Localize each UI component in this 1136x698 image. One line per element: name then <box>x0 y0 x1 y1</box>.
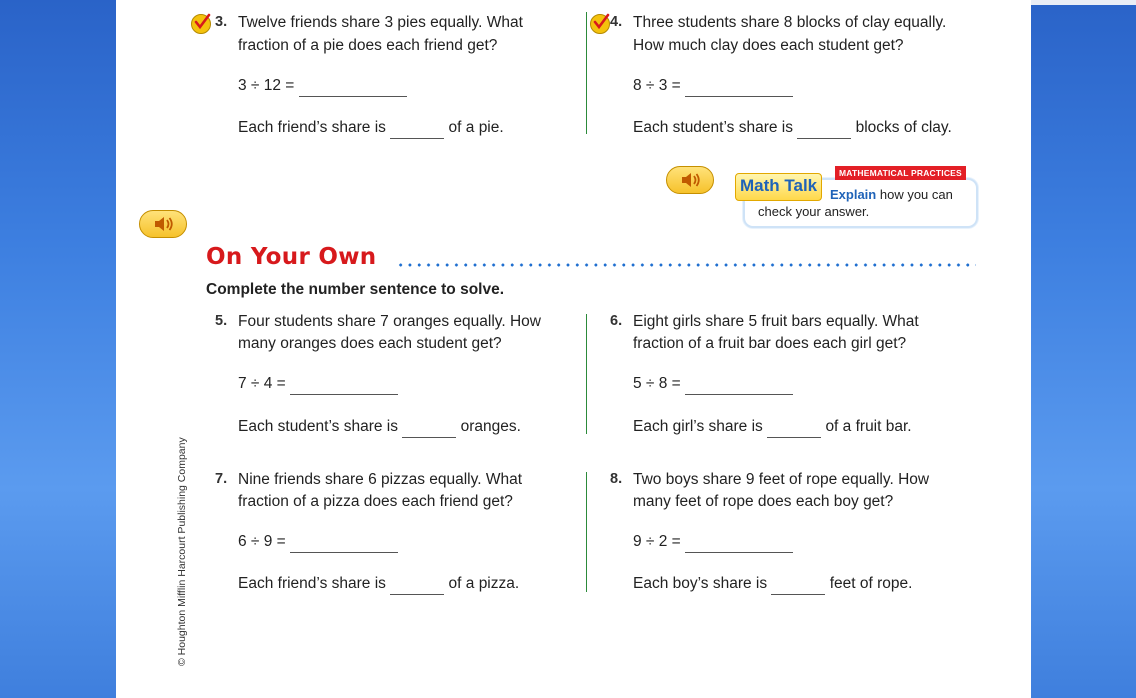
share-pre: Each girl’s share is <box>633 418 763 435</box>
problem-text-line2: many oranges does each student get? <box>238 335 502 352</box>
answer-blank[interactable] <box>685 80 793 97</box>
page-top-edge <box>1031 0 1136 5</box>
problem-number: 4. <box>610 14 623 30</box>
share-blank[interactable] <box>771 578 825 595</box>
equation <box>633 75 793 97</box>
answer-blank[interactable] <box>685 378 793 395</box>
share-pre: Each friend’s share is <box>238 119 386 136</box>
answer-blank[interactable] <box>299 80 407 97</box>
equation <box>238 75 407 97</box>
column-divider <box>586 12 587 134</box>
audio-button[interactable] <box>139 210 187 238</box>
problem-text-line1: Two boys share 9 feet of rope equally. How <box>633 471 930 488</box>
heading-dotted-rule <box>396 263 976 267</box>
equation <box>238 373 398 395</box>
column-divider <box>586 314 587 434</box>
share-blank[interactable] <box>390 578 444 595</box>
share-blank[interactable] <box>402 421 456 438</box>
problem-text-line2: fraction of a pie does each friend get? <box>238 37 498 54</box>
problem-number: 3. <box>215 14 228 30</box>
problem-text-line1: Three students share 8 blocks of clay equally. <box>633 14 947 31</box>
share-post: blocks of clay. <box>855 119 952 136</box>
problem-text-line2: fraction of a fruit bar does each girl get? <box>633 335 907 352</box>
copyright-notice: © Houghton Mifflin Harcourt Publishing Company <box>176 437 188 666</box>
problem-number: 5. <box>215 313 228 329</box>
share-sentence <box>238 573 519 595</box>
math-talk-title: Math Talk <box>735 173 822 201</box>
share-pre: Each friend’s share is <box>238 575 386 592</box>
math-practices-badge: MATHEMATICAL PRACTICES <box>835 166 966 180</box>
share-post: of a pie. <box>448 119 504 136</box>
equation-text: 7 ÷ 4 = <box>238 375 286 392</box>
checkmark-icon <box>191 14 211 34</box>
problem-text-line1: Eight girls share 5 fruit bars equally. What <box>633 313 919 330</box>
checkmark-icon <box>590 14 610 34</box>
equation-text: 3 ÷ 12 = <box>238 77 295 94</box>
section-heading: On Your Own <box>206 244 377 270</box>
equation-text: 6 ÷ 9 = <box>238 533 286 550</box>
audio-button[interactable] <box>666 166 714 194</box>
share-blank[interactable] <box>797 122 851 139</box>
answer-blank[interactable] <box>685 536 793 553</box>
equation <box>633 373 793 395</box>
problem-number: 6. <box>610 313 623 329</box>
problem-number: 7. <box>215 471 228 487</box>
share-sentence <box>238 117 504 139</box>
share-post: of a pizza. <box>448 575 520 592</box>
equation <box>238 531 398 553</box>
speaker-icon <box>680 172 702 188</box>
share-post: oranges. <box>460 418 521 435</box>
equation-text: 9 ÷ 2 = <box>633 533 681 550</box>
speaker-icon <box>153 216 175 232</box>
share-pre: Each student’s share is <box>238 418 398 435</box>
problem-text-line1: Four students share 7 oranges equally. How <box>238 313 541 330</box>
answer-blank[interactable] <box>290 536 398 553</box>
math-talk-explain: Explain <box>830 187 877 202</box>
problem-text-line1: Nine friends share 6 pizzas equally. What <box>238 471 523 488</box>
problem-text-line2: How much clay does each student get? <box>633 37 904 54</box>
problem-text-line2: many feet of rope does each boy get? <box>633 493 894 510</box>
math-talk-text <box>758 186 968 220</box>
answer-blank[interactable] <box>290 378 398 395</box>
share-pre: Each student’s share is <box>633 119 793 136</box>
column-divider <box>586 472 587 592</box>
problem-number: 8. <box>610 471 623 487</box>
share-blank[interactable] <box>390 122 444 139</box>
share-sentence <box>633 416 912 438</box>
equation <box>633 531 793 553</box>
instruction: Complete the number sentence to solve. <box>206 281 505 298</box>
problem-text-line2: fraction of a pizza does each friend get? <box>238 493 513 510</box>
share-pre: Each boy’s share is <box>633 575 768 592</box>
equation-text: 5 ÷ 8 = <box>633 375 681 392</box>
share-post: feet of rope. <box>829 575 913 592</box>
share-blank[interactable] <box>767 421 821 438</box>
share-sentence <box>633 117 952 139</box>
equation-text: 8 ÷ 3 = <box>633 77 681 94</box>
math-talk-prompt: how you can check your answer. <box>758 187 953 219</box>
share-sentence <box>633 573 912 595</box>
share-sentence <box>238 416 521 438</box>
share-post: of a fruit bar. <box>825 418 912 435</box>
problem-text-line1: Twelve friends share 3 pies equally. What <box>238 14 523 31</box>
